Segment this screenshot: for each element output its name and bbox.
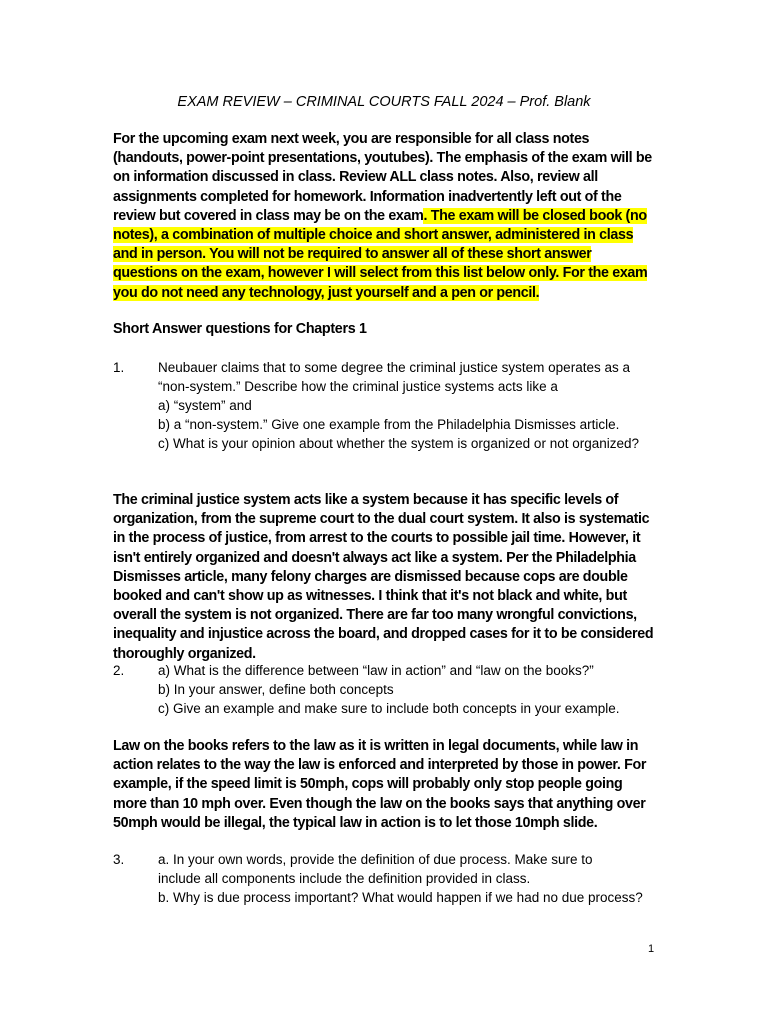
page-title: EXAM REVIEW – CRIMINAL COURTS FALL 2024 – Prof. Blank <box>177 94 591 110</box>
intro-text: For the upcoming exam next week, you are responsible for all class notes (handouts, power-point presentations, youtubes). The emphasis of the exam will be on information discussed in class. Review ALL class notes. Also, review all assignments completed for homework. Information inadvertently left out of the review but covered in class may be on the exam <box>113 131 652 224</box>
section-heading: Short Answer questions for Chapters 1 <box>113 321 367 337</box>
intro-highlighted-text: . The exam will be closed book (no notes), a combination of multiple choice and short answer, administered in class and in person. You will not be required to answer all of these short answer questions on the exam, however I will select from this list below only. For the exam you do not need any technology, just yourself and a pen or pencil. <box>113 207 648 301</box>
page-number: 1 <box>648 943 655 955</box>
answer-1: The criminal justice system acts like a system because it has specific levels of organization, from the supreme court to the dual court system. It also is systematic in the process of justice, from arrest to the courts to possible jail time. However, it isn't entirely organized and doesn't always act like a system. Per the Philadelphia Dismisses article, many felony charges are dismissed because cops are double booked and can't show up as witnesses. I think that it's not black and white, but overall the system is not organized. There are far too many wrongful convictions, inequality and injustice across the board, and dropped cases for it to be considered thoroughly organized. <box>113 492 654 662</box>
question-number: 1. <box>113 360 125 375</box>
answer-2: Law on the books refers to the law as it is written in legal documents, while law in action relates to the way the law is enforced and interpreted by those in power. For example, if the speed limit is 50mph, cops will probably only stop people going more than 10 mph over. Even though the law on the books says that anything over 50mph would be illegal, the typical law in action is to let those 10mph slide. <box>113 738 647 831</box>
question-line: b) In your answer, define both concepts <box>158 682 394 697</box>
question-line: c) What is your opinion about whether the system is organized or not organized? <box>158 436 640 451</box>
question-line: a. In your own words, provide the definition of due process. Make sure to <box>158 852 593 867</box>
question-number: 3. <box>113 852 125 867</box>
question-line: “non-system.” Describe how the criminal justice systems acts like a <box>158 379 558 394</box>
question-line: b) a “non-system.” Give one example from the Philadelphia Dismisses article. <box>158 417 620 432</box>
intro-paragraph <box>113 130 658 303</box>
question-line: Neubauer claims that to some degree the criminal justice system operates as a <box>158 360 630 375</box>
question-line: c) Give an example and make sure to include both concepts in your example. <box>158 701 620 716</box>
question-line: a) What is the difference between “law in action” and “law on the books?” <box>158 663 594 678</box>
question-line: include all components include the definition provided in class. <box>158 871 531 886</box>
question-line: a) “system” and <box>158 398 252 413</box>
question-number: 2. <box>113 663 125 678</box>
question-line: b. Why is due process important? What would happen if we had no due process? <box>158 890 643 905</box>
